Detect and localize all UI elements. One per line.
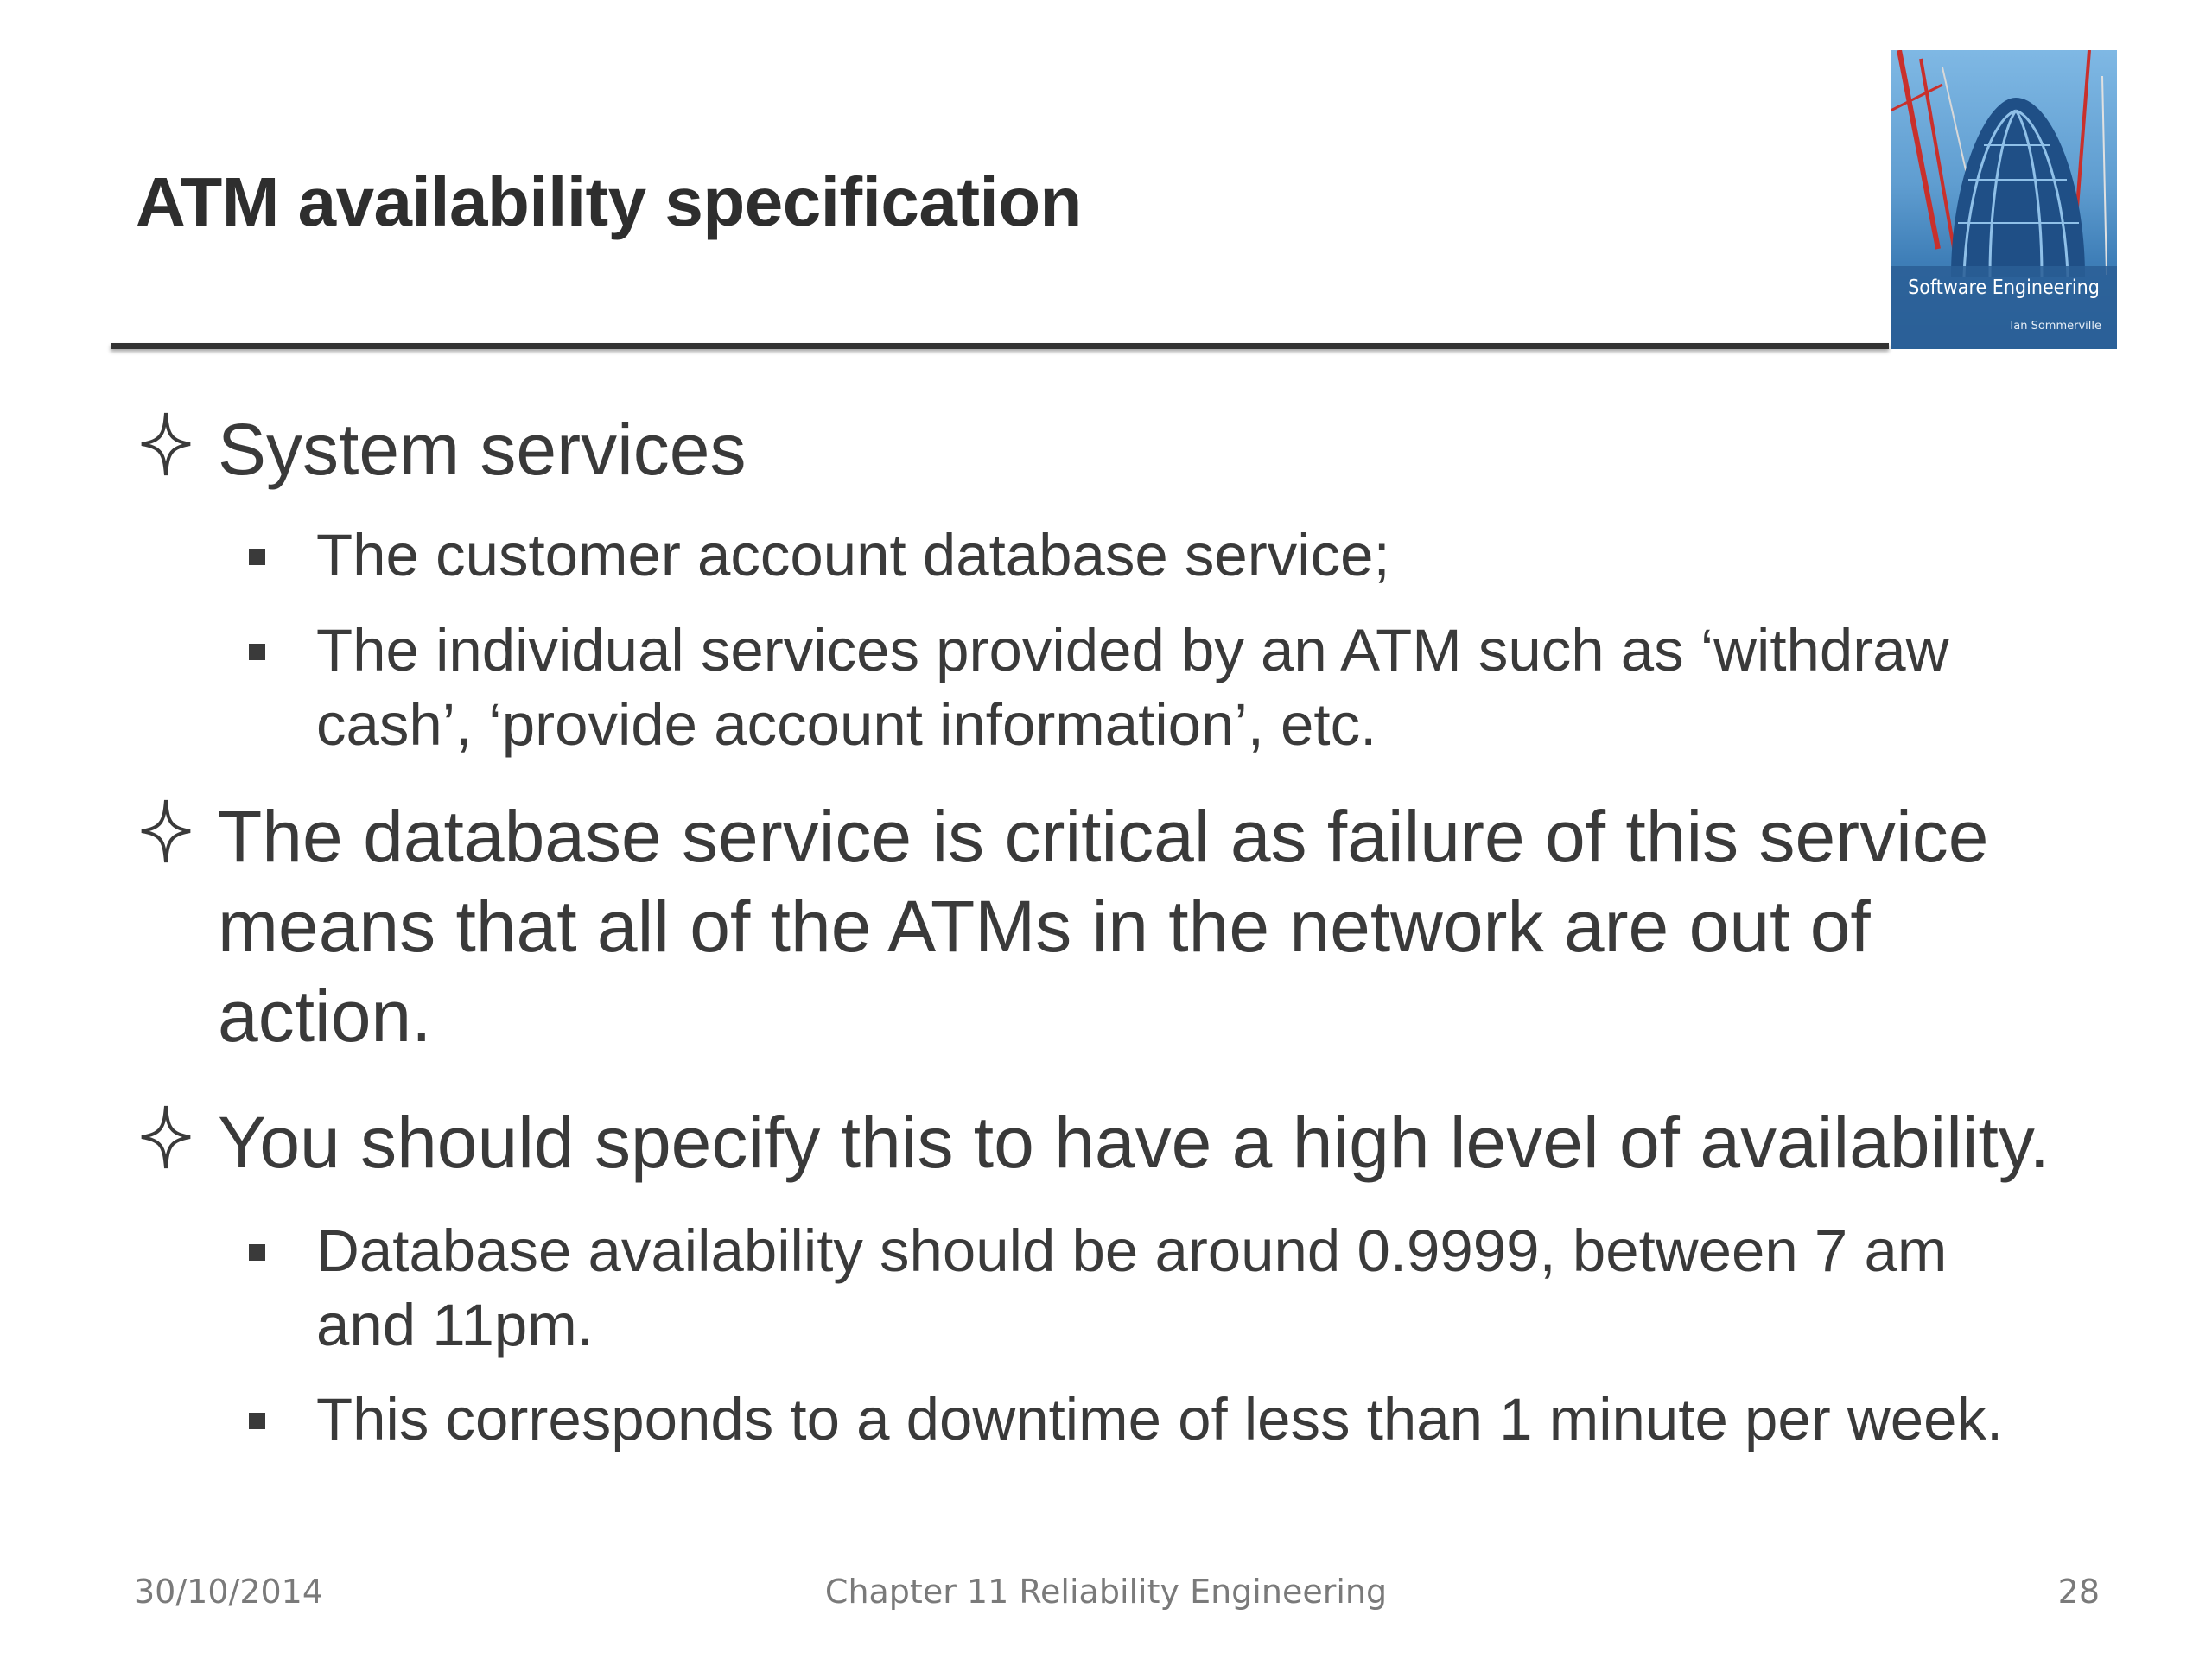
sub-bullet-text: The customer account database service;	[316, 522, 1390, 588]
cover-title: Software Engineering	[1908, 276, 2100, 299]
sub-bullet-text-line: and 11pm.	[316, 1292, 594, 1358]
bullet-text: You should specify this to have a high level of availability.	[218, 1102, 2050, 1183]
square-bullet-icon	[249, 549, 265, 565]
footer-chapter: Chapter 11 Reliability Engineering	[824, 1573, 1388, 1611]
star-bullet-icon	[138, 797, 194, 866]
square-bullet-icon	[249, 1413, 265, 1429]
square-bullet-icon	[249, 1244, 265, 1261]
star-bullet-icon	[138, 410, 194, 479]
square-bullet-icon	[249, 644, 265, 660]
star-bullet-icon	[138, 1103, 194, 1172]
cover-author: Ian Sommerville	[2010, 320, 2101, 333]
sub-bullet-text-line: The individual services provided by an ATM such as ‘withdraw	[316, 617, 1949, 683]
bullet-text-line: means that all of the ATMs in the network are out of	[218, 886, 1871, 967]
footer-page-number: 28	[2057, 1573, 2100, 1611]
slide-title: ATM availability specification	[136, 163, 1082, 240]
bullet-text: System services	[218, 409, 747, 490]
bullet-text-line: The database service is critical as failure of this service	[218, 796, 1989, 877]
bullet-text-line: action.	[218, 976, 432, 1057]
sub-bullet-text-line: Database availability should be around 0.9999, between 7 am	[316, 1217, 1948, 1284]
footer-date: 30/10/2014	[134, 1573, 324, 1611]
sub-bullet-text: This corresponds to a downtime of less than 1 minute per week.	[316, 1386, 2004, 1452]
sub-bullet-text-line: cash’, ‘provide account information’, etc.	[316, 691, 1377, 758]
